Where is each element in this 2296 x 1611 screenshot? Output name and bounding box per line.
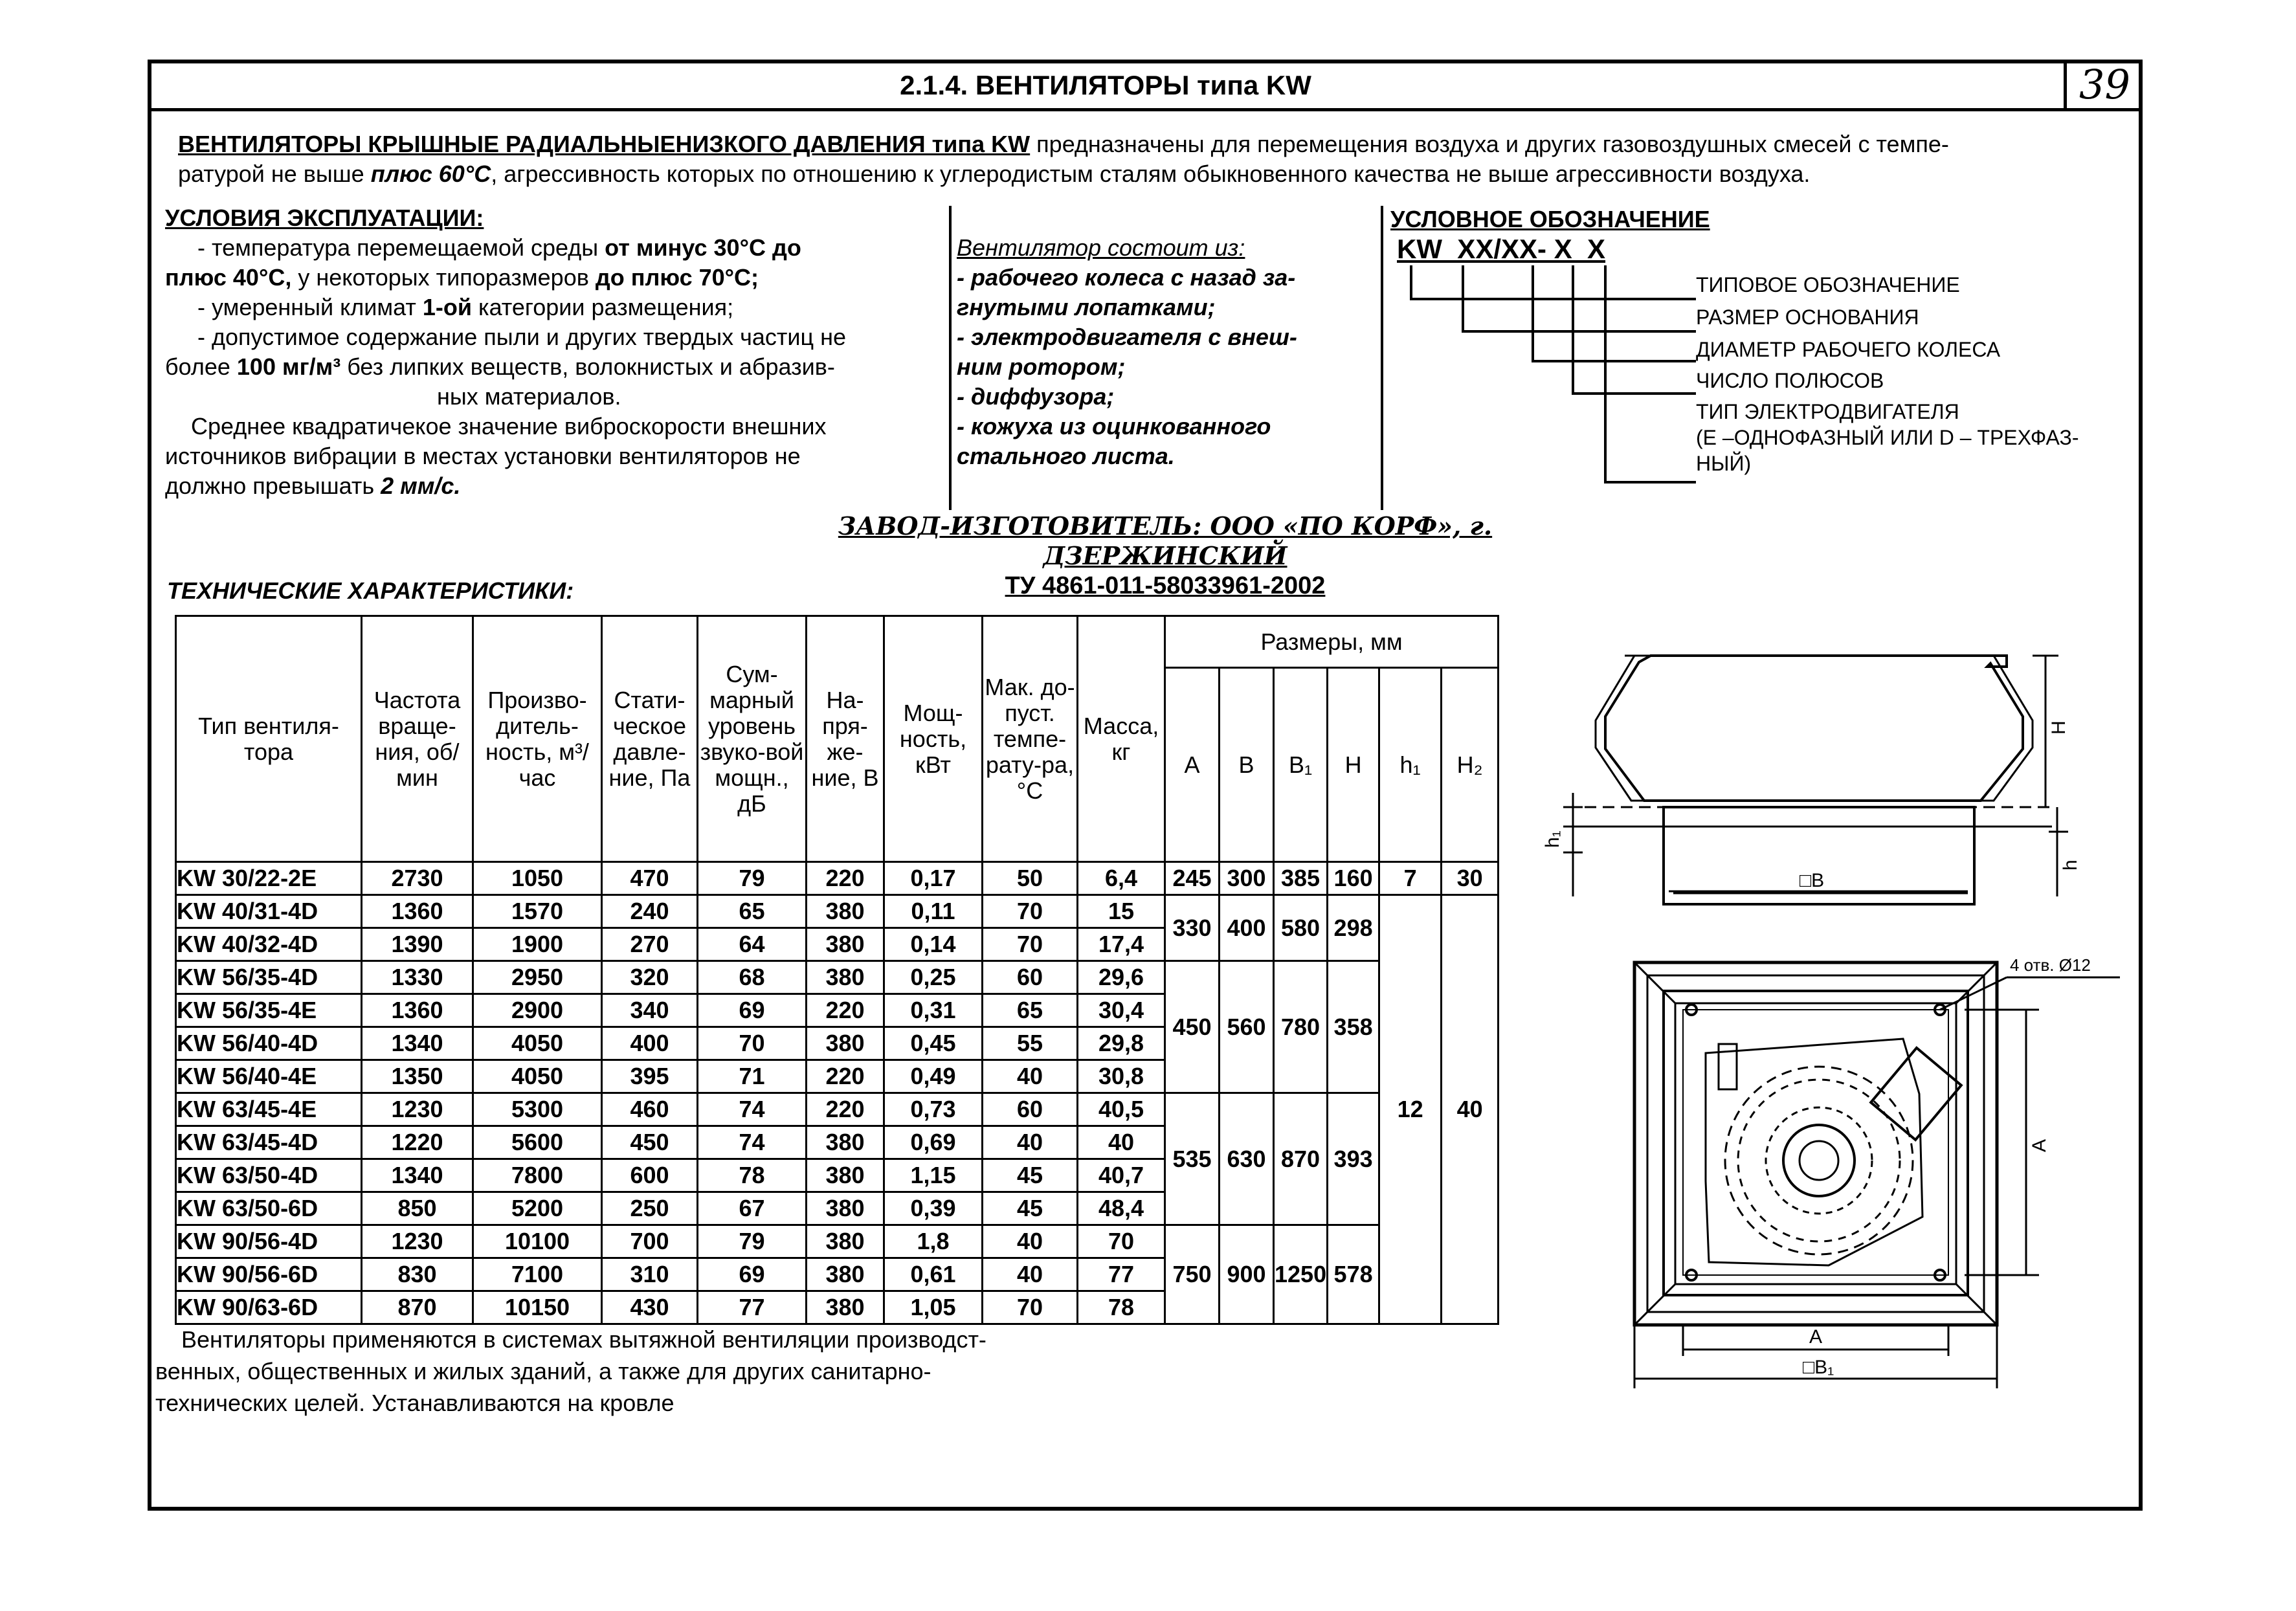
table-cell: 40 [983, 1060, 1078, 1093]
th-noise: Сум-марный уровень звуко-вой мощн., дБ [698, 616, 807, 862]
table-cell: 600 [602, 1159, 698, 1192]
size-cell: 393 [1328, 1093, 1379, 1225]
cell-type: KW 90/56-6D [176, 1258, 362, 1291]
table-cell: 70 [983, 1291, 1078, 1324]
table-cell: 450 [602, 1126, 698, 1159]
table-row [176, 1225, 1499, 1258]
tech-heading: ТЕХНИЧЕСКИЕ ХАРАКТЕРИСТИКИ: [167, 577, 574, 604]
designation-leader-lines [1392, 259, 1696, 492]
size-cell: 30 [1442, 862, 1499, 895]
size-cell: 300 [1220, 862, 1274, 895]
comp-l6: - кожуха из оцинкованного [957, 413, 1271, 439]
table-cell: 40 [983, 1126, 1078, 1159]
size-cell: 245 [1165, 862, 1220, 895]
cond-l5a: более [165, 353, 237, 380]
table-cell: 0,25 [884, 961, 983, 994]
table-cell: 400 [602, 1027, 698, 1060]
comp-l3: - электродвигателя с внеш- [957, 324, 1297, 350]
table-cell: 70 [698, 1027, 807, 1060]
cond-l6: ных материалов. [437, 383, 621, 410]
table-cell: 70 [983, 895, 1078, 928]
table-cell: 68 [698, 961, 807, 994]
table-cell: 1350 [362, 1060, 473, 1093]
table-cell: 470 [602, 862, 698, 895]
table-cell: 65 [698, 895, 807, 928]
table-cell: 1570 [473, 895, 602, 928]
size-cell: 385 [1274, 862, 1328, 895]
size-cell: 450 [1165, 961, 1220, 1093]
th-mass: Масса, кг [1078, 616, 1165, 862]
table-cell: 5600 [473, 1126, 602, 1159]
th-sizes: Размеры, мм [1165, 616, 1499, 668]
cell-type: KW 63/50-4D [176, 1159, 362, 1192]
cond-l1b: от минус 30°С до [605, 234, 801, 261]
table-cell: 74 [698, 1093, 807, 1126]
table-cell: 1340 [362, 1159, 473, 1192]
size-cell-h1-common: 12 [1379, 895, 1442, 1324]
manufacturer-spec: ТУ 4861-011-58033961-2002 [1005, 572, 1326, 599]
designation-code: KW XX/XX- X X [1397, 234, 1606, 264]
composition-heading: Вентилятор состоит из: [957, 234, 1245, 261]
table-cell: 55 [983, 1027, 1078, 1060]
dim-label-A-bottom: A [1809, 1326, 1823, 1348]
table-cell: 250 [602, 1192, 698, 1225]
comp-l2: гнутыми лопатками; [957, 294, 1216, 320]
table-cell: 2950 [473, 961, 602, 994]
table-cell: 17,4 [1078, 928, 1165, 961]
table-cell: 1,15 [884, 1159, 983, 1192]
table-cell: 850 [362, 1192, 473, 1225]
table-cell: 40,7 [1078, 1159, 1165, 1192]
th-press: Стати-ческое давле-ние, Па [602, 616, 698, 862]
size-cell: 870 [1274, 1093, 1328, 1225]
table-cell: 460 [602, 1093, 698, 1126]
table-cell: 0,49 [884, 1060, 983, 1093]
table-cell: 310 [602, 1258, 698, 1291]
table-cell: 0,14 [884, 928, 983, 961]
size-cell: 560 [1220, 961, 1274, 1093]
cond-l3a: - умеренный климат [197, 294, 423, 320]
designation-items [1696, 272, 2079, 476]
cell-type: KW 56/35-4D [176, 961, 362, 994]
table-cell: 60 [983, 961, 1078, 994]
table-cell: 29,6 [1078, 961, 1165, 994]
table-cell: 67 [698, 1192, 807, 1225]
table-cell: 71 [698, 1060, 807, 1093]
intro-line2a: ратурой не выше [178, 161, 371, 187]
designation-item-poles: ЧИСЛО ПОЛЮСОВ [1696, 369, 1884, 392]
table-cell: 64 [698, 928, 807, 961]
table-cell: 830 [362, 1258, 473, 1291]
intro-paragraph [178, 129, 2133, 189]
table-cell: 0,11 [884, 895, 983, 928]
cell-type: KW 90/56-4D [176, 1225, 362, 1258]
cell-type: KW 56/40-4E [176, 1060, 362, 1093]
table-cell: 60 [983, 1093, 1078, 1126]
table-cell: 5200 [473, 1192, 602, 1225]
size-cell-h2-common: 40 [1442, 895, 1499, 1324]
table-cell: 320 [602, 961, 698, 994]
table-cell: 40,5 [1078, 1093, 1165, 1126]
table-cell: 1,05 [884, 1291, 983, 1324]
composition-block [957, 233, 1384, 471]
table-cell: 1390 [362, 928, 473, 961]
footer-l2: венных, общественных и жилых зданий, а также для других санитарно- [155, 1358, 931, 1384]
table-cell: 1900 [473, 928, 602, 961]
table-cell: 40 [983, 1225, 1078, 1258]
th-freq: Частота враще-ния, об/мин [362, 616, 473, 862]
size-cell: 630 [1220, 1093, 1274, 1225]
cond-l3c: категории размещения; [472, 294, 734, 320]
table-cell: 40 [983, 1258, 1078, 1291]
designation-item-base: РАЗМЕР ОСНОВАНИЯ [1696, 306, 1919, 329]
th-h: H [1328, 668, 1379, 862]
designation-item-motor: ТИП ЭЛЕКТРОДВИГАТЕЛЯ [1696, 400, 1959, 423]
cond-l9b: 2 мм/с. [381, 472, 461, 499]
dim-label-h1: h₁ [1542, 830, 1563, 848]
dim-label-h: h [2060, 860, 2081, 871]
dim-label-H: H [2048, 720, 2069, 735]
footer-l1: Вентиляторы применяются в системах вытяжной вентиляции производст- [181, 1326, 986, 1353]
comp-l7: стального листа. [957, 443, 1175, 469]
comp-l5: - диффузора; [957, 383, 1115, 410]
cond-l3b: 1-ой [422, 294, 473, 320]
size-cell: 330 [1165, 895, 1220, 961]
table-cell: 240 [602, 895, 698, 928]
cell-type: KW 63/45-4D [176, 1126, 362, 1159]
intro-line1: предназначены для перемещения воздуха и других газовоздушных смесей с темпе- [1030, 131, 1949, 157]
cond-l5c: без липких веществ, волокнистых и абразив- [340, 353, 835, 380]
table-cell: 380 [807, 928, 884, 961]
table-cell: 79 [698, 1225, 807, 1258]
table-cell: 220 [807, 862, 884, 895]
table-cell: 0,61 [884, 1258, 983, 1291]
table-cell: 0,73 [884, 1093, 983, 1126]
dim-label-holes: 4 отв. Ø12 [2010, 955, 2091, 975]
designation-item-wheel: ДИАМЕТР РАБОЧЕГО КОЛЕСА [1696, 338, 2001, 361]
table-cell: 2900 [473, 994, 602, 1027]
cell-type: KW 56/35-4E [176, 994, 362, 1027]
table-cell: 430 [602, 1291, 698, 1324]
table-cell: 77 [1078, 1258, 1165, 1291]
designation-item-type: ТИПОВОЕ ОБОЗНАЧЕНИЕ [1696, 273, 1960, 296]
th-h1: h₁ [1379, 668, 1442, 862]
table-cell: 1220 [362, 1126, 473, 1159]
table-cell: 380 [807, 1258, 884, 1291]
page-header [148, 60, 2143, 111]
conditions-heading: УСЛОВИЯ ЭКСПЛУАТАЦИИ: [165, 205, 484, 231]
table-cell: 6,4 [1078, 862, 1165, 895]
table-cell: 50 [983, 862, 1078, 895]
table-cell: 0,17 [884, 862, 983, 895]
table-cell: 270 [602, 928, 698, 961]
designation-heading: УСЛОВНОЕ ОБОЗНАЧЕНИЕ [1390, 206, 1710, 232]
table-cell: 0,31 [884, 994, 983, 1027]
size-cell: 535 [1165, 1093, 1220, 1225]
th-type: Тип вентиля-тора [176, 616, 362, 862]
cond-l4: - допустимое содержание пыли и других твердых частиц не [197, 324, 846, 350]
table-cell: 74 [698, 1126, 807, 1159]
cond-l5b: 100 мг/м³ [236, 353, 341, 380]
table-cell: 69 [698, 994, 807, 1027]
top-view [1634, 962, 2120, 1388]
table-cell: 380 [807, 1192, 884, 1225]
table-row [176, 1093, 1499, 1126]
th-h2: H₂ [1442, 668, 1499, 862]
table-cell: 1360 [362, 895, 473, 928]
page-title: 2.1.4. ВЕНТИЛЯТОРЫ типа KW [900, 70, 1311, 100]
table-cell: 380 [807, 895, 884, 928]
table-cell: 220 [807, 994, 884, 1027]
size-cell: 578 [1328, 1225, 1379, 1324]
table-cell: 0,45 [884, 1027, 983, 1060]
table-cell: 45 [983, 1159, 1078, 1192]
table-cell: 340 [602, 994, 698, 1027]
cond-l7: Среднее квадратичекое значение виброскорости внешних [191, 413, 827, 439]
th-a: A [1165, 668, 1220, 862]
cell-type: KW 40/32-4D [176, 928, 362, 961]
dim-label-A-side: A [2029, 1139, 2050, 1152]
cond-l2b: у некоторых типоразмеров [291, 264, 596, 291]
table-cell: 79 [698, 862, 807, 895]
cond-l8: источников вибрации в местах установки вентиляторов не [165, 443, 801, 469]
cond-l2a: плюс 40°С, [165, 264, 292, 291]
size-cell: 7 [1379, 862, 1442, 895]
table-cell: 4050 [473, 1060, 602, 1093]
table-cell: 1,8 [884, 1225, 983, 1258]
table-cell: 30,4 [1078, 994, 1165, 1027]
table-cell: 380 [807, 961, 884, 994]
cell-type: KW 90/63-6D [176, 1291, 362, 1324]
th-b1: B₁ [1274, 668, 1328, 862]
th-temp: Мак. до-пуст. темпе-рату-ра, °С [983, 616, 1078, 862]
footer-paragraph [155, 1324, 1165, 1419]
column-divider-1 [949, 206, 952, 510]
cell-type: KW 63/45-4E [176, 1093, 362, 1126]
table-cell: 380 [807, 1027, 884, 1060]
table-cell: 1050 [473, 862, 602, 895]
table-cell: 15 [1078, 895, 1165, 928]
table-row [176, 961, 1499, 994]
designation-note1: (Е –ОДНОФАЗНЫЙ ИЛИ D – ТРЕХФАЗ- [1696, 426, 2079, 449]
table-cell: 380 [807, 1159, 884, 1192]
table-cell: 220 [807, 1093, 884, 1126]
spec-table [175, 615, 1499, 1325]
size-cell: 298 [1328, 895, 1379, 961]
table-row [176, 895, 1499, 928]
table-cell: 10100 [473, 1225, 602, 1258]
table-cell: 700 [602, 1225, 698, 1258]
intro-temp: плюс 60°С [370, 161, 491, 187]
cond-l2c: до плюс 70°С; [595, 264, 759, 291]
table-cell: 1340 [362, 1027, 473, 1060]
size-cell: 580 [1274, 895, 1328, 961]
table-cell: 2730 [362, 862, 473, 895]
fan-drawing [1542, 638, 2136, 1414]
table-cell: 78 [698, 1159, 807, 1192]
table-cell: 380 [807, 1225, 884, 1258]
th-volt: На-пря-же-ние, В [807, 616, 884, 862]
table-cell: 7800 [473, 1159, 602, 1192]
table-cell: 380 [807, 1291, 884, 1324]
manufacturer-name: ЗАВОД-ИЗГОТОВИТЕЛЬ: ООО «ПО КОРФ», г. ДЗЕРЖИНСКИЙ [838, 511, 1493, 570]
cell-type: KW 30/22-2E [176, 862, 362, 895]
designation-note2: НЫЙ) [1696, 452, 1752, 475]
size-cell: 900 [1220, 1225, 1274, 1324]
page-number: 39 [2064, 60, 2143, 111]
table-cell: 380 [807, 1126, 884, 1159]
table-cell: 5300 [473, 1093, 602, 1126]
table-cell: 1230 [362, 1225, 473, 1258]
table-cell: 78 [1078, 1291, 1165, 1324]
table-cell: 48,4 [1078, 1192, 1165, 1225]
footer-l3: технических целей. Устанавливаются на кровле [155, 1390, 674, 1416]
table-cell: 65 [983, 994, 1078, 1027]
spec-table-body [176, 862, 1499, 1324]
table-cell: 870 [362, 1291, 473, 1324]
table-cell: 1330 [362, 961, 473, 994]
cond-l9a: должно превышать [165, 472, 381, 499]
table-cell: 0,69 [884, 1126, 983, 1159]
table-cell: 1360 [362, 994, 473, 1027]
table-cell: 395 [602, 1060, 698, 1093]
th-power: Мощ-ность, кВт [884, 616, 983, 862]
intro-line2c: , агрессивность которых по отношению к углеродистым сталям обыкновенного качества не выше агрессивности воздуха. [491, 161, 1811, 187]
table-cell: 70 [1078, 1225, 1165, 1258]
th-prod: Произво-дитель-ность, м³/час [473, 616, 602, 862]
table-cell: 40 [1078, 1126, 1165, 1159]
comp-l1: - рабочего колеса с назад за- [957, 264, 1296, 291]
cell-type: KW 63/50-6D [176, 1192, 362, 1225]
column-divider-2 [1381, 206, 1383, 510]
table-cell: 10150 [473, 1291, 602, 1324]
table-cell: 220 [807, 1060, 884, 1093]
table-cell: 45 [983, 1192, 1078, 1225]
conditions-block [165, 203, 942, 501]
table-cell: 4050 [473, 1027, 602, 1060]
table-cell: 30,8 [1078, 1060, 1165, 1093]
size-cell: 358 [1328, 961, 1379, 1093]
table-cell: 70 [983, 928, 1078, 961]
size-cell: 400 [1220, 895, 1274, 961]
table-cell: 1230 [362, 1093, 473, 1126]
table-cell: 29,8 [1078, 1027, 1165, 1060]
dim-label-B1: □B₁ [1803, 1357, 1834, 1378]
table-row [176, 862, 1499, 895]
size-cell: 1250 [1274, 1225, 1328, 1324]
comp-l4: ним ротором; [957, 353, 1126, 380]
cell-type: KW 40/31-4D [176, 895, 362, 928]
table-cell: 0,39 [884, 1192, 983, 1225]
table-cell: 7100 [473, 1258, 602, 1291]
dim-label-B: □B [1800, 870, 1825, 891]
cell-type: KW 56/40-4D [176, 1027, 362, 1060]
size-cell: 750 [1165, 1225, 1220, 1324]
manufacturer [712, 511, 1618, 601]
table-cell: 69 [698, 1258, 807, 1291]
th-b: B [1220, 668, 1274, 862]
size-cell: 780 [1274, 961, 1328, 1093]
table-cell: 77 [698, 1291, 807, 1324]
side-view [1563, 656, 2068, 904]
intro-title: ВЕНТИЛЯТОРЫ КРЫШНЫЕ РАДИАЛЬНЫЕНИЗКОГО ДАВЛЕНИЯ типа KW [178, 131, 1031, 157]
size-cell: 160 [1328, 862, 1379, 895]
cond-l1a: - температура перемещаемой среды [197, 234, 605, 261]
